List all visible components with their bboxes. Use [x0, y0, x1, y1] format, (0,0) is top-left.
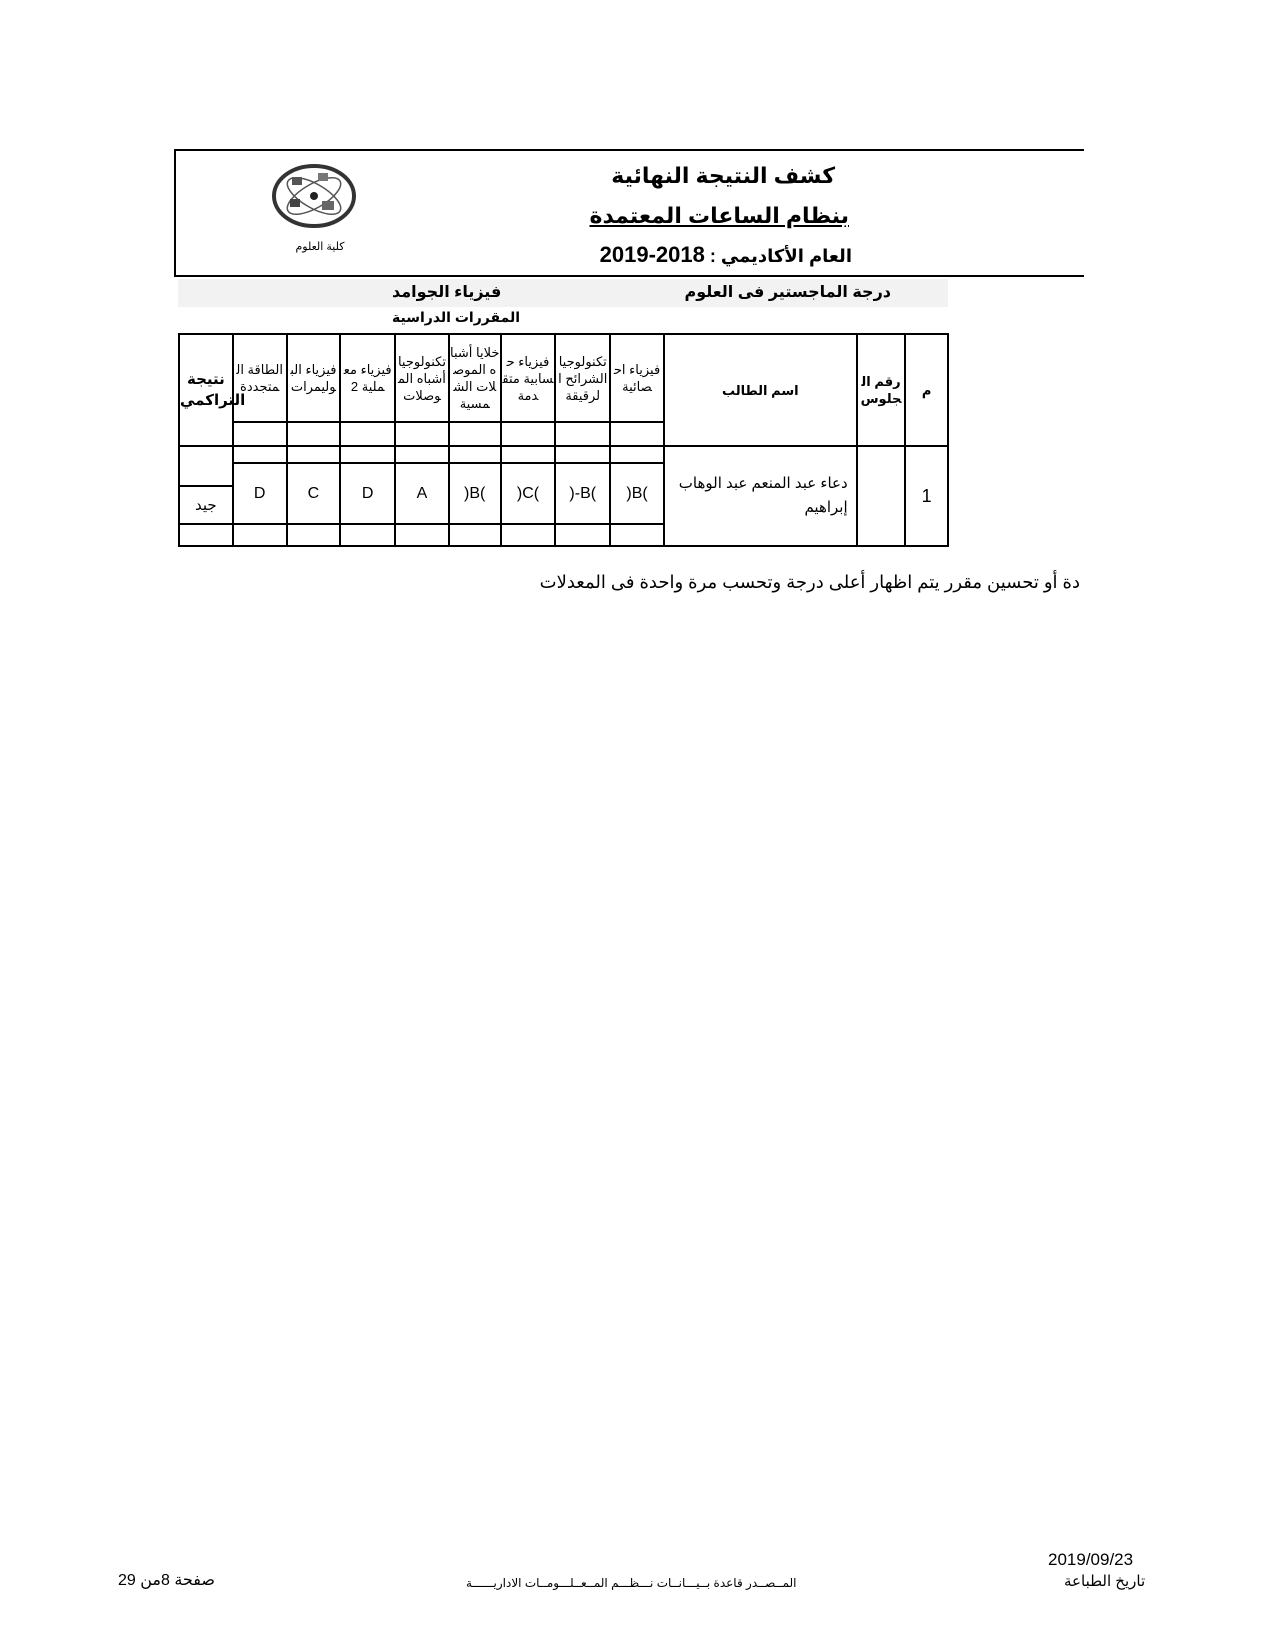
source-label: المــصــدر قاعدة بــيـــانــات نـــظـــم المــعــلـــومــات الاداريــــــة	[466, 1576, 797, 1590]
degree-label: درجة الماجستير فى العلوم	[684, 284, 891, 301]
grade-cell: D	[233, 463, 287, 524]
grade-cell: )B(	[449, 463, 501, 524]
grading-note: دة أو تحسين مقرر يتم اظهار أعلى درجة وتحسب مرة واحدة فى المعدلات	[539, 572, 1080, 592]
grade-bottom-cell	[340, 524, 395, 546]
grade-bottom-cell	[610, 524, 664, 546]
academic-year-label: العام الأكاديمي :	[709, 246, 852, 266]
grade-cell: C	[287, 463, 341, 524]
grade-top-cell	[555, 446, 610, 463]
system-subtitle: بنظام الساعات المعتمدة	[589, 203, 849, 228]
print-date: 2019/09/23	[1048, 1550, 1134, 1569]
seat-number	[857, 446, 906, 546]
table-row	[179, 446, 948, 463]
col-header-seat: رقم الجلوس	[857, 334, 906, 446]
grade-top-cell	[610, 446, 664, 463]
grade-cell: D	[340, 463, 395, 524]
report-title: كشف النتيجة النهائية	[611, 163, 835, 188]
grade-cell: A	[395, 463, 449, 524]
grade-bottom-cell	[449, 524, 501, 546]
grade-cell: )B(	[610, 463, 664, 524]
col-header-course: فيزياء احصائية	[610, 334, 664, 422]
grade-bottom-cell	[501, 524, 556, 546]
header-spacer-cell	[610, 422, 664, 446]
grade-bottom-cell	[555, 524, 610, 546]
academic-year	[600, 242, 852, 268]
col-header-course: الطاقة المتجددة	[233, 334, 287, 422]
academic-year-value: 2018-2019	[599, 242, 705, 267]
col-header-course: فيزياء حسابية متقدمة	[501, 334, 556, 422]
grade-cell: )-B(	[555, 463, 610, 524]
grade-top-cell	[449, 446, 501, 463]
header-spacer-cell	[395, 422, 449, 446]
col-header-name: اسم الطالب	[664, 334, 857, 446]
grade-top-cell	[287, 446, 341, 463]
grades-table	[178, 333, 949, 547]
grade-bottom-cell	[233, 524, 287, 546]
col-header-course: فيزياء البوليمرات	[287, 334, 341, 422]
col-header-index: م	[905, 334, 948, 446]
header-spacer-cell	[449, 422, 501, 446]
col-header-course: فيزياء معملية 2	[340, 334, 395, 422]
header-spacer-cell	[555, 422, 610, 446]
grade-top-cell	[340, 446, 395, 463]
grade-bottom-cell	[395, 524, 449, 546]
grade-bottom-cell	[287, 524, 341, 546]
header-spacer-cell	[287, 422, 341, 446]
col-header-result: نتيجة التراكمي	[179, 334, 233, 446]
header-spacer-cell	[340, 422, 395, 446]
row-index: 1	[905, 446, 948, 546]
cumulative-result: جيد	[179, 486, 233, 524]
grade-cell: )C(	[501, 463, 556, 524]
col-header-course: تكنولوجيا أشباه الموصلات	[395, 334, 449, 422]
page-number: صفحة 8من 29	[118, 1572, 215, 1589]
col-header-course: تكنولوجيا الشرائح الرقيقة	[555, 334, 610, 422]
result-bottom-cell	[179, 524, 233, 546]
faculty-label: كلية العلوم	[295, 241, 345, 253]
header-spacer-cell	[501, 422, 556, 446]
department-label: فيزياء الجوامد	[392, 284, 502, 301]
table-header-row	[179, 334, 948, 422]
col-header-course: خلايا أشباه الموصلات الشمسية	[449, 334, 501, 422]
grade-top-cell	[395, 446, 449, 463]
grade-top-cell	[233, 446, 287, 463]
student-name: دعاء عبد المنعم عبد الوهاب إبراهيم	[664, 446, 857, 546]
header-spacer-cell	[233, 422, 287, 446]
result-top-cell	[179, 446, 233, 486]
courses-label: المقررات الدراسية	[392, 309, 521, 325]
print-date-label: تاريخ الطباعة	[1064, 1573, 1146, 1590]
faculty-logo	[262, 161, 366, 231]
grade-top-cell	[501, 446, 556, 463]
